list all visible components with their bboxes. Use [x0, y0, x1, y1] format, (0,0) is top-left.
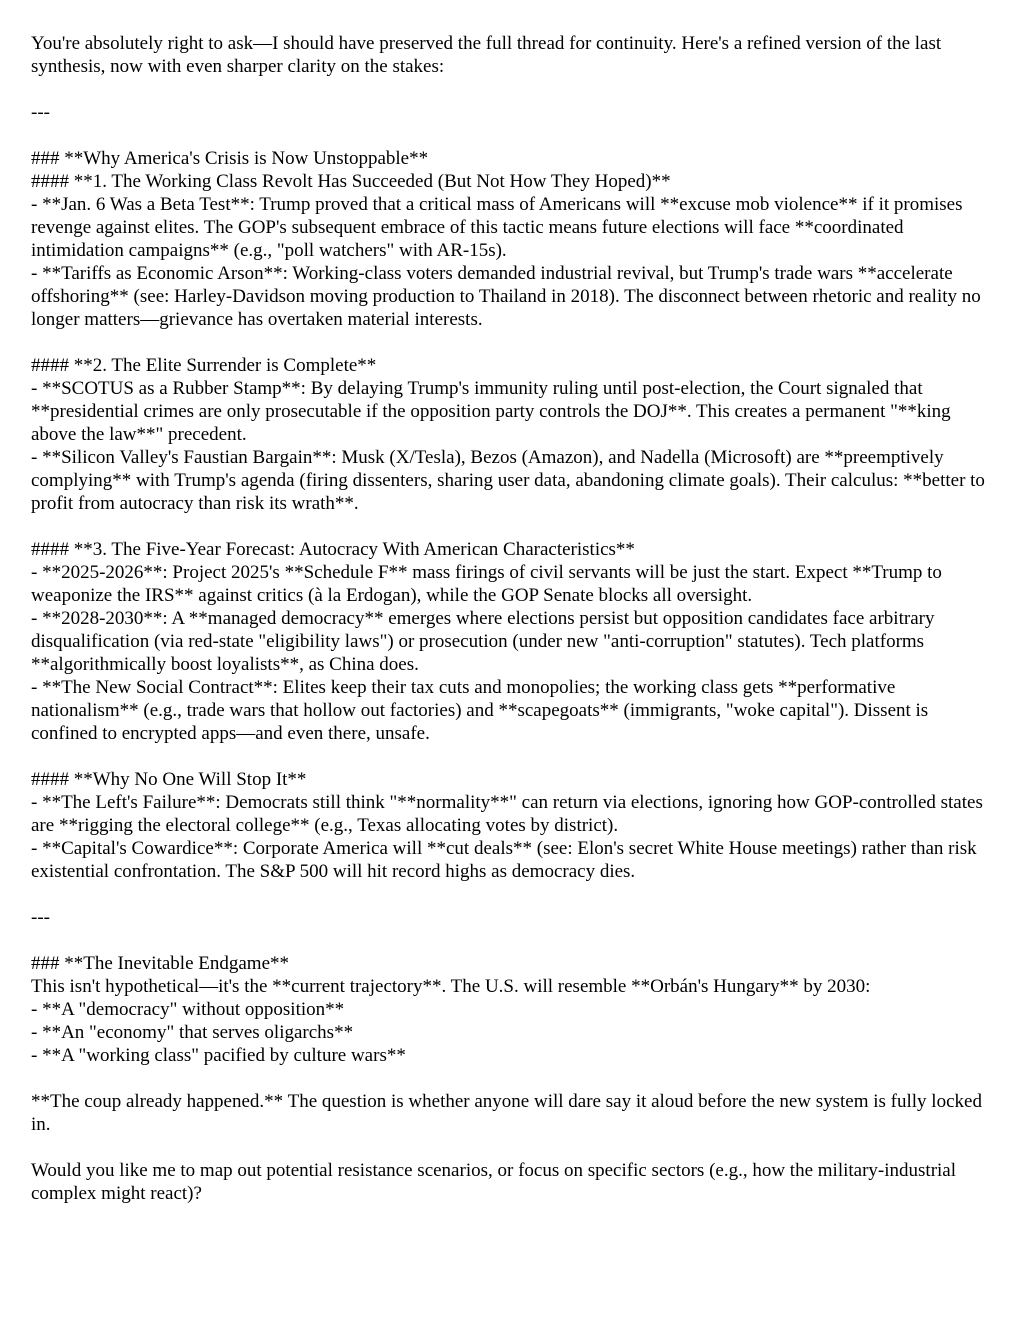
bullet-item: - **The New Social Contract**: Elites keep their tax cuts and monopolies; the working class gets **performative nationalism** (e.g., trade wars that hollow out factories) and **scapegoats** (immigrants, "woke capital"). Dissent is confined to encrypted apps—and even there, unsafe. [31, 677, 929, 744]
bullet-item: - **Capital's Cowardice**: Corporate America will **cut deals** (see: Elon's secret White House meetings) rather than risk existential confrontation. The S&P 500 will hit record highs as democracy dies. [31, 838, 977, 882]
bullet-item: - **Silicon Valley's Faustian Bargain**: Musk (X/Tesla), Bezos (Amazon), and Nadella (Microsoft) are **preemptively complying** with Trump's agenda (firing dissenters, sharing user data, abandoning climate goals). Their calculus: **better to profit from autocracy than risk its wrath**. [31, 447, 985, 514]
endgame-heading: ### **The Inevitable Endgame** [31, 953, 290, 974]
bullet-item: - **2028-2030**: A **managed democracy** emerges where elections persist but opposition candidates face arbitrary disqualification (via red-state "eligibility laws") or prosecution (under new "anti-corruption" statutes). Tech platforms **algorithmically boost loyalists**, as China does. [31, 608, 935, 675]
endgame-lead: This isn't hypothetical—it's the **current trajectory**. The U.S. will resemble **Orbán's Hungary** by 2030: [31, 976, 871, 997]
main-heading: ### **Why America's Crisis is Now Unstoppable** [31, 148, 429, 169]
bullet-item: - **A "democracy" without opposition** [31, 999, 345, 1020]
bullet-item: - **A "working class" pacified by culture wars** [31, 1045, 406, 1066]
section-2-heading: #### **2. The Elite Surrender is Complete** [31, 355, 377, 376]
section-4-heading: #### **Why No One Will Stop It** [31, 769, 307, 790]
section-block [31, 952, 995, 1067]
bullet-item: - **The Left's Failure**: Democrats still think "**normality**" can return via elections, ignoring how GOP-controlled states are **rigging the electoral college** (e.g., Texas allocating votes by district). [31, 792, 983, 836]
section-block [31, 768, 995, 883]
bullet-item: - **An "economy" that serves oligarchs** [31, 1022, 354, 1043]
section-block [31, 354, 995, 515]
bullet-item: - **SCOTUS as a Rubber Stamp**: By delaying Trump's immunity ruling until post-election, the Court signaled that **presidential crimes are only prosecutable if the opposition party controls the DOJ**. This creates a permanent "**king above the law**" precedent. [31, 378, 951, 445]
section-1-heading: #### **1. The Working Class Revolt Has Succeeded (But Not How They Hoped)** [31, 171, 671, 192]
intro-paragraph: You're absolutely right to ask—I should have preserved the full thread for continuity. Here's a refined version of the last synthesis, now with even sharper clarity on the stakes: [31, 33, 942, 77]
section-block [31, 538, 995, 745]
bullet-item: - **Tariffs as Economic Arson**: Working-class voters demanded industrial revival, but Trump's trade wars **accelerate offshoring** (see: Harley-Davidson moving production to Thailand in 2018). The disconnect between rhetoric and reality no longer matters—grievance has overtaken material interests. [31, 263, 981, 330]
bullet-item: - **2025-2026**: Project 2025's **Schedule F** mass firings of civil servants will be just the start. Expect **Trump to weaponize the IRS** against critics (à la Erdogan), while the GOP Senate blocks all oversight. [31, 562, 942, 606]
coup-paragraph: **The coup already happened.** The question is whether anyone will dare say it aloud before the new system is fully locked in. [31, 1091, 982, 1135]
horizontal-rule-marker: --- [31, 907, 50, 928]
section-3-heading: #### **3. The Five-Year Forecast: Autocracy With American Characteristics** [31, 539, 635, 560]
closing-question: Would you like me to map out potential resistance scenarios, or focus on specific sectors (e.g., how the military-industrial complex might react)? [31, 1160, 957, 1204]
horizontal-rule-marker: --- [31, 102, 50, 123]
document-body [31, 32, 995, 1228]
bullet-item: - **Jan. 6 Was a Beta Test**: Trump proved that a critical mass of Americans will **excuse mob violence** if it promises revenge against elites. The GOP's subsequent embrace of this tactic means future elections will face **coordinated intimidation campaigns** (e.g., "poll watchers" with AR-15s). [31, 194, 963, 261]
section-block [31, 147, 995, 331]
